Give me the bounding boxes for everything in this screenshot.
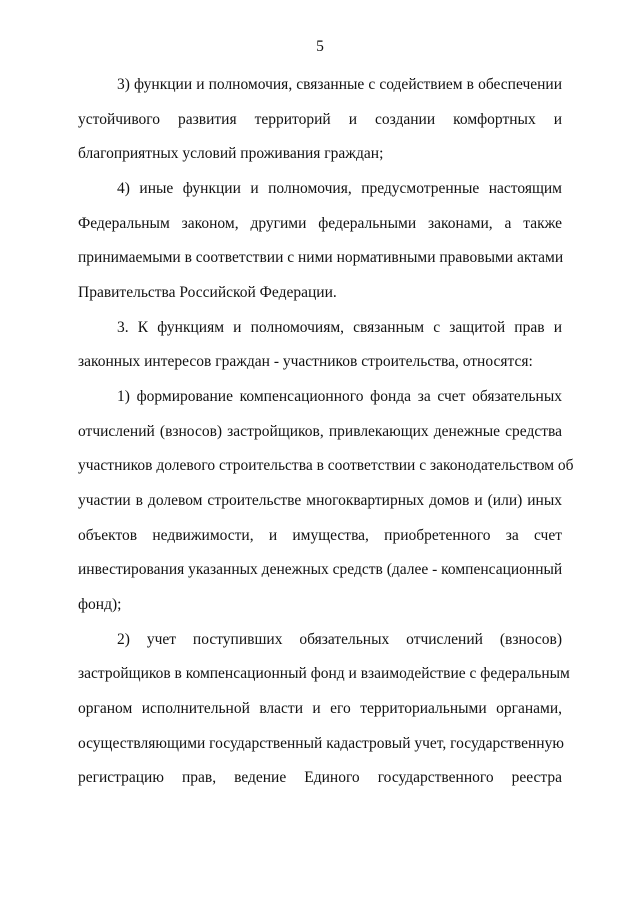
paragraph-line: законных интересов граждан - участников строительства, относятся: (78, 353, 533, 370)
paragraph-line: 2) учет поступивших обязательных отчислений (взносов) (117, 631, 562, 648)
paragraph-line: отчислений (взносов) застройщиков, привлекающих денежные средства (78, 423, 562, 440)
paragraph-line: 3) функции и полномочия, связанные с содействием в обеспечении (117, 76, 562, 93)
paragraph-line: Правительства Российской Федерации. (78, 284, 337, 301)
paragraph-line: регистрацию прав, ведение Единого государственного реестра (78, 769, 562, 786)
paragraph-line: устойчивого развития территорий и создании комфортных и (78, 111, 562, 128)
page-number: 5 (316, 38, 324, 55)
paragraph-line: участников долевого строительства в соответствии с законодательством об (78, 457, 574, 474)
paragraph-line: 4) иные функции и полномочия, предусмотренные настоящим (117, 180, 562, 197)
paragraph-line: инвестирования указанных денежных средств (далее - компенсационный (78, 561, 563, 578)
paragraph-line: участии в долевом строительстве многоквартирных домов и (или) иных (78, 492, 562, 509)
paragraph-line: фонд); (78, 596, 122, 613)
paragraph-line: 1) формирование компенсационного фонда за счет обязательных (117, 388, 562, 405)
paragraph-line: Федеральным законом, другими федеральными законами, а также (78, 215, 562, 232)
paragraph-line: органом исполнительной власти и его территориальными органами, (78, 700, 562, 717)
paragraph-line: принимаемыми в соответствии с ними нормативными правовыми актами (78, 249, 564, 266)
paragraph-line: объектов недвижимости, и имущества, приобретенного за счет (78, 527, 562, 544)
paragraph-line: благоприятных условий проживания граждан; (78, 145, 384, 162)
paragraph-line: осуществляющими государственный кадастровый учет, государственную (78, 735, 564, 752)
paragraph-line: 3. К функциям и полномочиям, связанным с защитой прав и (117, 319, 562, 336)
paragraph-line: застройщиков в компенсационный фонд и взаимодействие с федеральным (78, 665, 570, 682)
